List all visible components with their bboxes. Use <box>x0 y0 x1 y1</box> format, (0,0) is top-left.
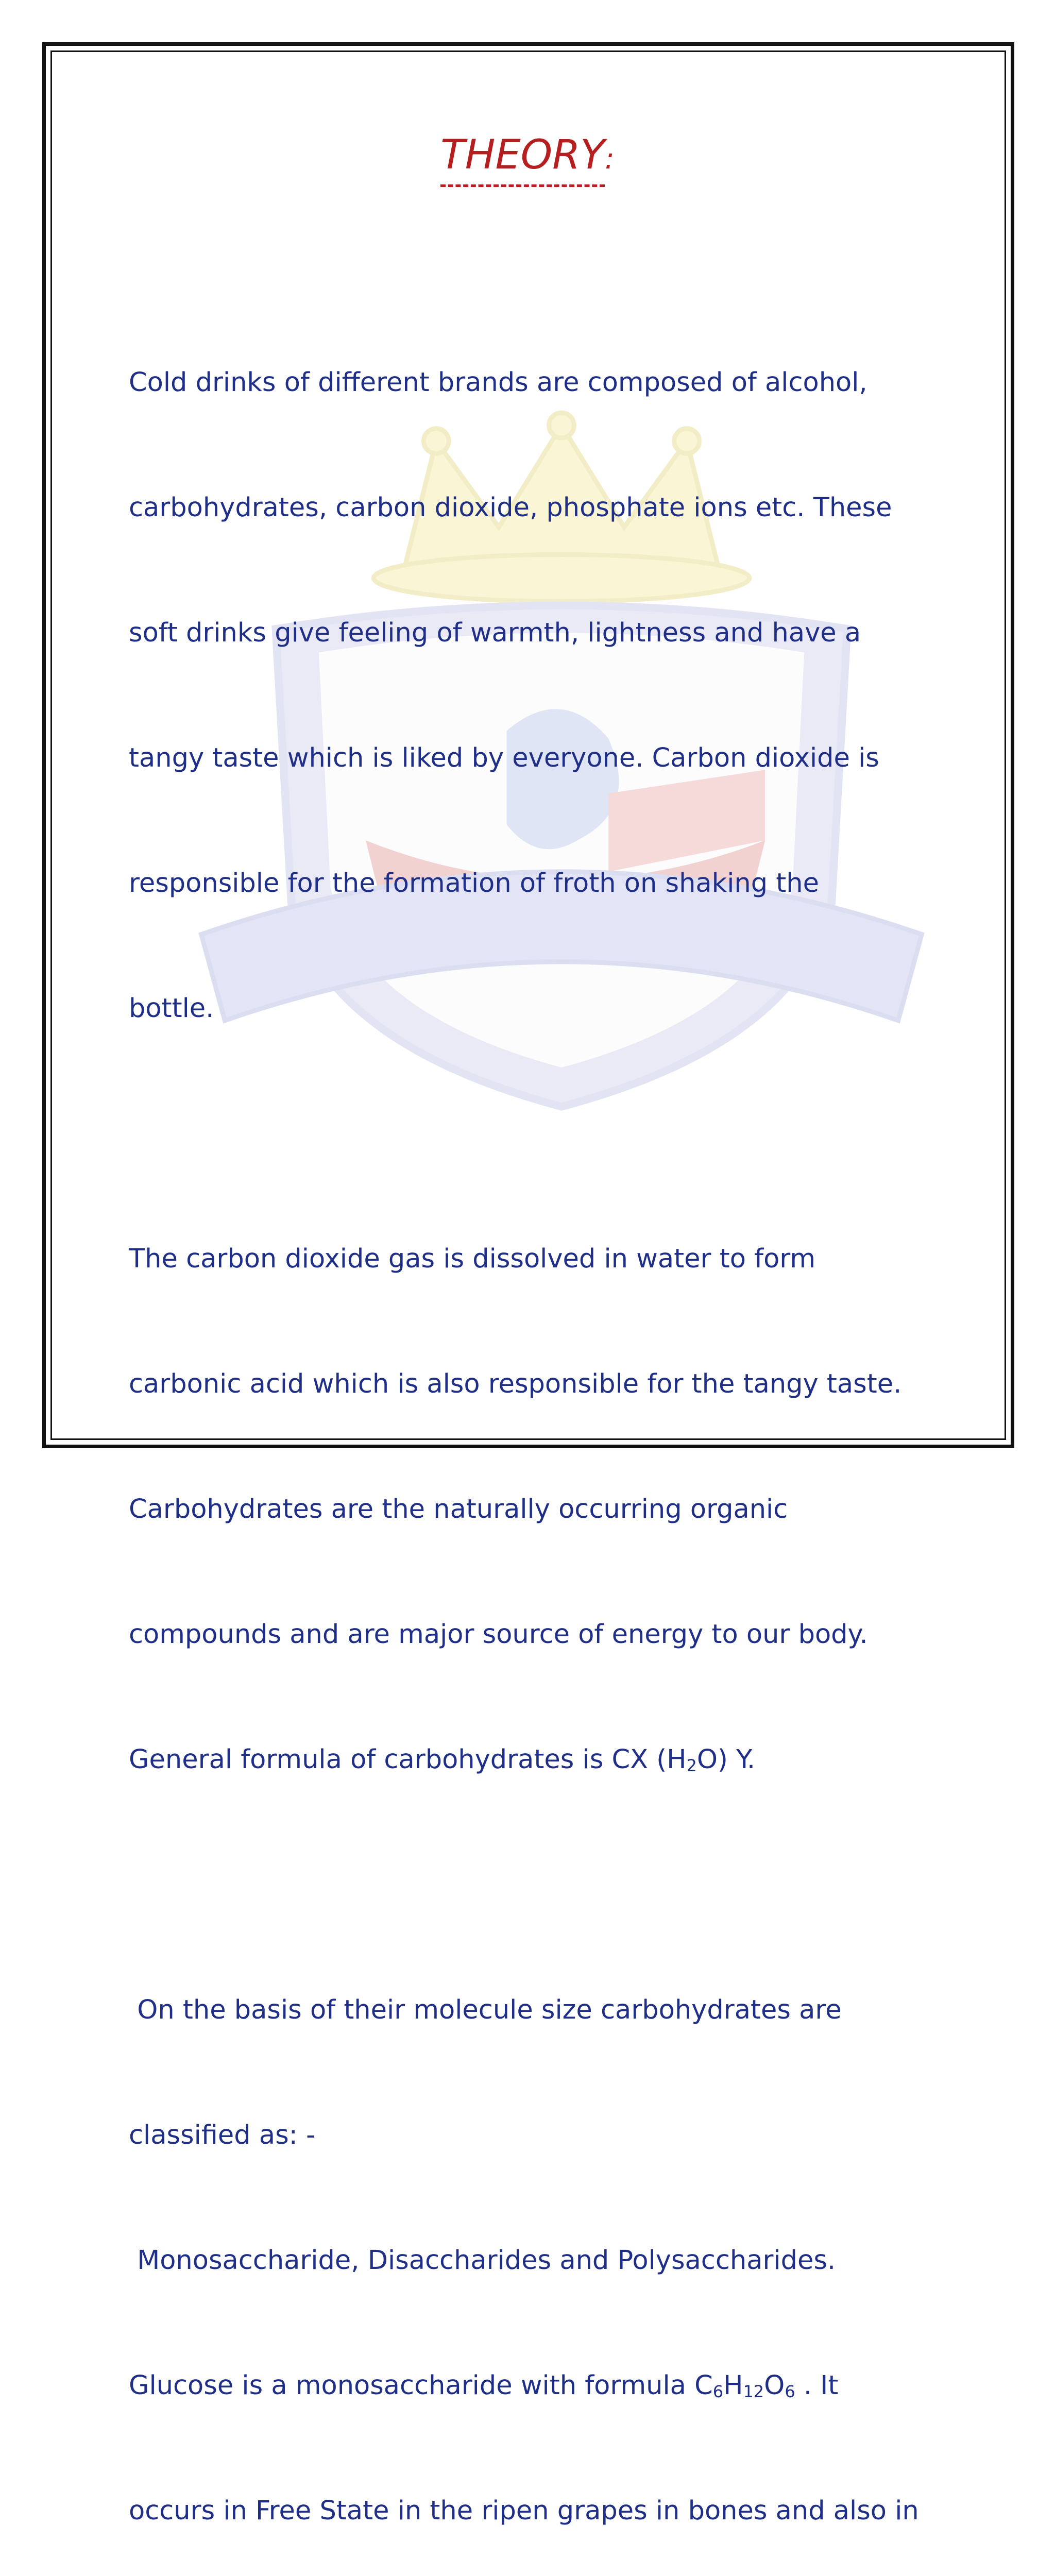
hydrogen-subscript: 12 <box>743 2382 764 2401</box>
blank-line <box>129 1113 932 1155</box>
heading-title: THEORY <box>440 135 605 187</box>
text-line: Carbohydrates are the naturally occurring organic <box>129 1494 788 1524</box>
glucose-suffix: . It <box>795 2370 839 2401</box>
carbon-subscript: 6 <box>712 2382 724 2401</box>
text-line: responsible for the formation of froth on shaking the <box>129 868 819 899</box>
text-line: tangy taste which is liked by everyone. Carbon dioxide is <box>129 743 879 773</box>
glucose-formula-line <box>129 2365 932 2406</box>
text-line: On the basis of their molecule size carbohydrates are <box>129 1995 842 2025</box>
text-line: carbohydrates, carbon dioxide, phosphate ions etc. These <box>129 493 892 523</box>
theory-content <box>129 278 932 2576</box>
oxygen-symbol: O <box>764 2370 785 2401</box>
glucose-prefix: Glucose is a monosaccharide with formula C <box>129 2370 713 2401</box>
text-line: compounds and are major source of energy to our body. <box>129 1619 868 1650</box>
text-line: occurs in Free State in the ripen grapes in bones and also in <box>129 2496 919 2526</box>
hydrogen-symbol: H <box>723 2370 743 2401</box>
formula-prefix: General formula of carbohydrates is CX (H <box>129 1744 687 1775</box>
formula-line <box>129 1739 932 1781</box>
text-line: Cold drinks of different brands are composed of alcohol, <box>129 367 867 398</box>
formula-subscript: 2 <box>686 1756 697 1775</box>
page-heading <box>0 132 1055 187</box>
heading-colon: : <box>604 142 615 176</box>
text-line: bottle. <box>129 993 214 1024</box>
oxygen-subscript: 6 <box>785 2382 795 2401</box>
text-line: carbonic acid which is also responsible for the tangy taste. <box>129 1369 902 1399</box>
formula-suffix: O) Y. <box>696 1744 756 1775</box>
blank-line <box>129 1864 932 1906</box>
text-line: Monosaccharide, Disaccharides and Polysaccharides. <box>129 2245 836 2276</box>
text-line: soft drinks give feeling of warmth, lightness and have a <box>129 618 861 648</box>
text-line: The carbon dioxide gas is dissolved in water to form <box>129 1244 816 1274</box>
text-line: classified as: - <box>129 2120 316 2150</box>
